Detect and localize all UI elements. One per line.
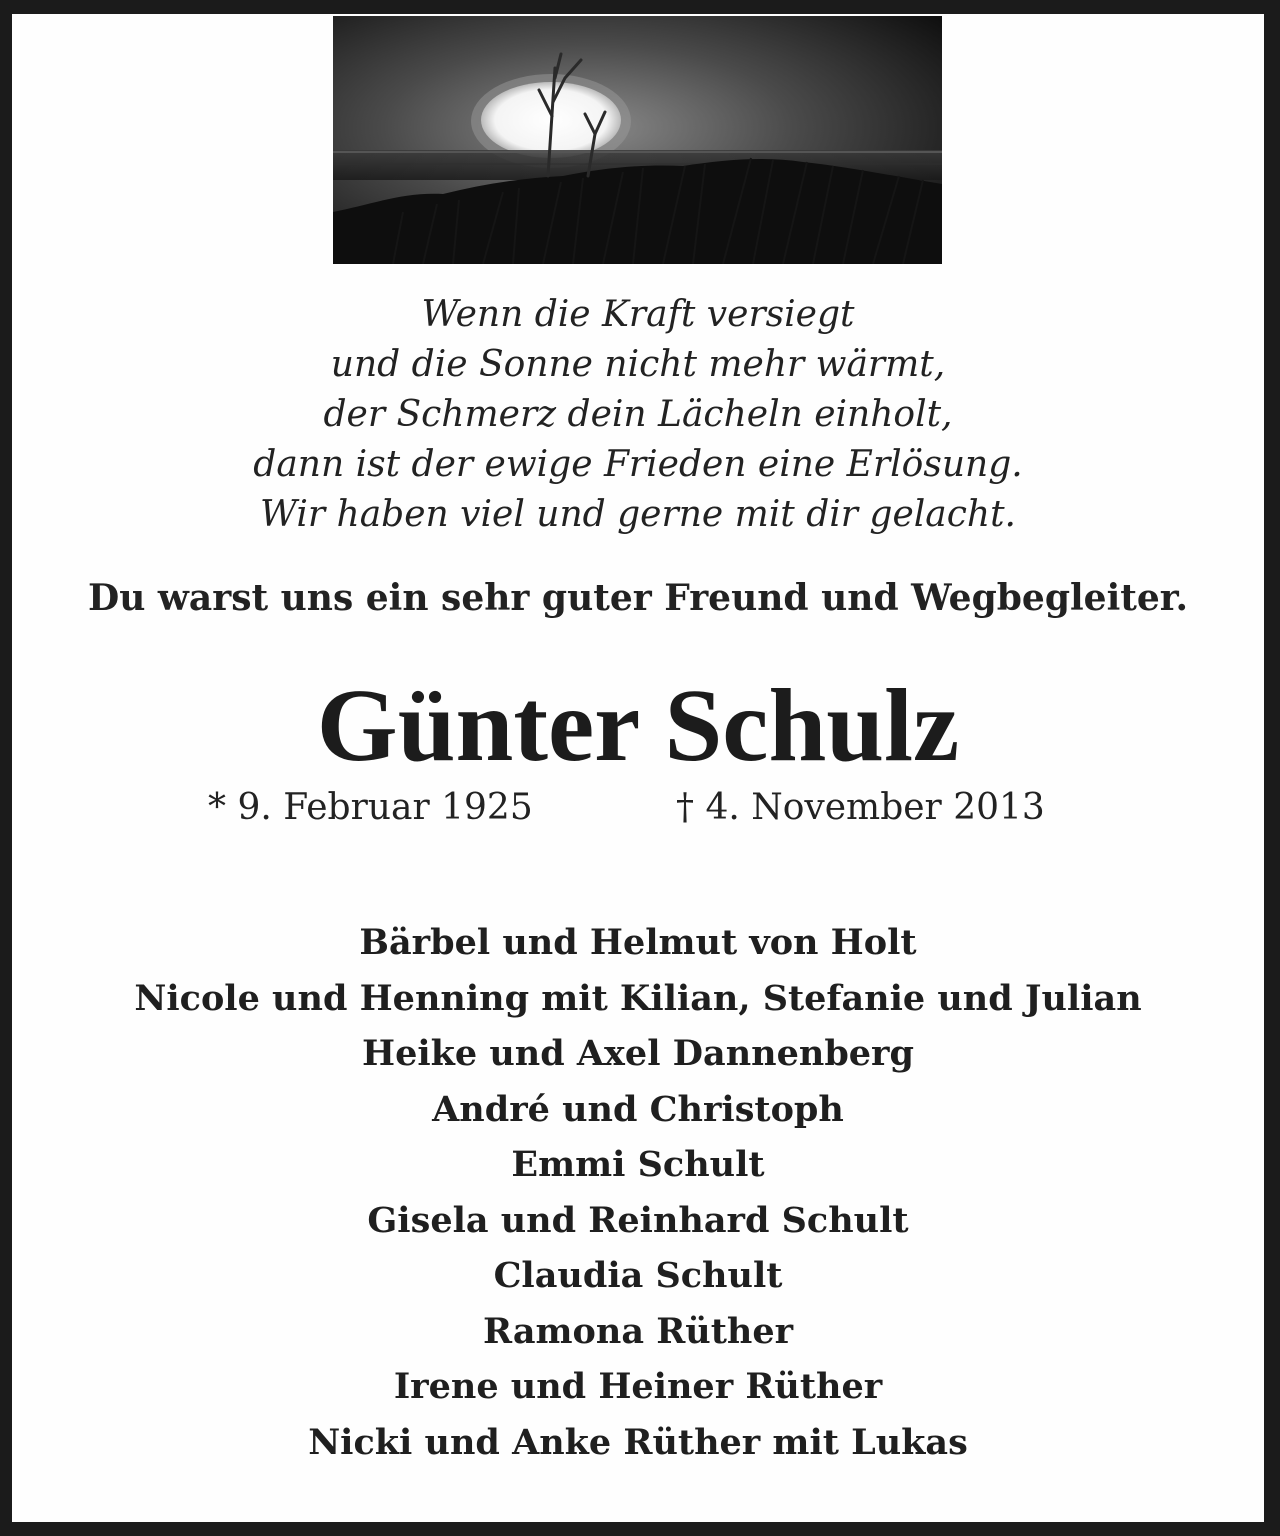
mourner: Heike und Axel Dannenberg bbox=[362, 1033, 914, 1074]
mourner: Nicole und Henning mit Kilian, Stefanie und Julian bbox=[134, 977, 1142, 1019]
tagline: Du warst uns ein sehr guter Freund und Wegbegleiter. bbox=[87, 577, 1188, 619]
mourner: Gisela und Reinhard Schult bbox=[367, 1199, 909, 1241]
sunset-photo bbox=[333, 16, 942, 264]
death-date: † 4. November 2013 bbox=[676, 787, 1045, 828]
mourner: Claudia Schult bbox=[493, 1255, 783, 1296]
mourner: Nicki und Anke Rüther mit Lukas bbox=[308, 1421, 968, 1463]
poem-line: dann ist der ewige Frieden eine Erlösung. bbox=[253, 444, 1023, 485]
birth-date: * 9. Februar 1925 bbox=[208, 787, 533, 828]
mourner: Emmi Schult bbox=[511, 1144, 765, 1185]
poem bbox=[12, 290, 1264, 540]
mourner: Ramona Rüther bbox=[482, 1310, 794, 1352]
obituary-card bbox=[12, 14, 1264, 1522]
deceased-name: Günter Schulz bbox=[316, 668, 960, 783]
poem-line: Wenn die Kraft versiegt bbox=[421, 294, 855, 335]
mourners-list bbox=[12, 915, 1264, 1470]
poem-line: Wir haben viel und gerne mit dir gelacht. bbox=[260, 494, 1016, 535]
poem-line: und die Sonne nicht mehr wärmt, bbox=[330, 344, 946, 385]
mourner: André und Christoph bbox=[432, 1088, 844, 1130]
mourner: Bärbel und Helmut von Holt bbox=[359, 922, 917, 963]
mourner: Irene und Heiner Rüther bbox=[393, 1366, 883, 1407]
poem-line: der Schmerz dein Lächeln einholt, bbox=[323, 394, 953, 435]
